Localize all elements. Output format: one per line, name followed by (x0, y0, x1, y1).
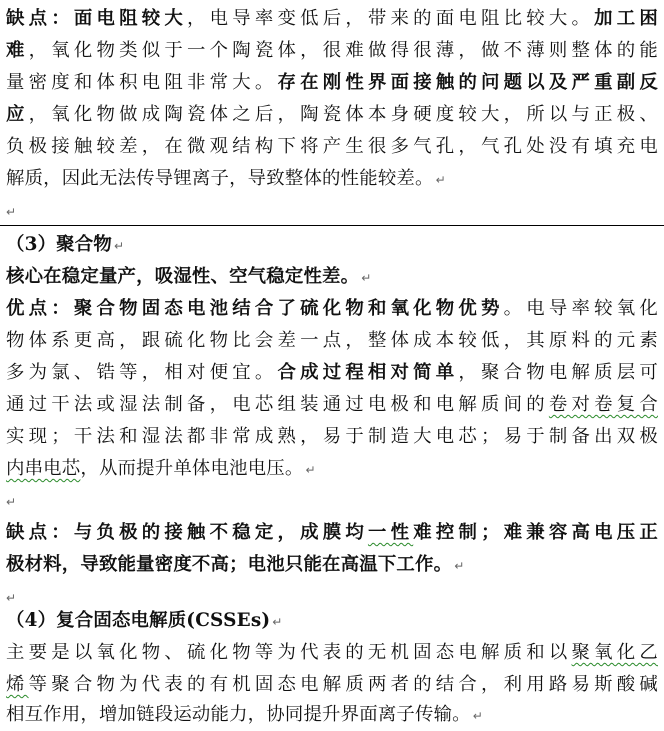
text-line-11 (6, 421, 658, 453)
text-run: 负极接触较差，在微观结构下将产生很多气孔，气孔处没有填充电 (6, 136, 658, 157)
empty-line (6, 485, 658, 517)
spellcheck-run: 一性 (367, 522, 414, 543)
text-line-1 (6, 3, 658, 35)
spellcheck-run: 卷对卷复合 (548, 394, 658, 415)
text-line-5 (6, 131, 658, 163)
text-line-16 (6, 669, 658, 701)
text-line-13 (6, 517, 658, 549)
paragraph-mark-icon: ↵ (6, 591, 17, 605)
text-line-12 (6, 453, 658, 485)
text-run: ，电导率变低后，带来的面电阻比较大。 (186, 8, 595, 29)
heading-text: （4）复合固态电解质(CSSEs) (6, 610, 271, 631)
text-run: ，聚合物电解质层可 (458, 362, 658, 383)
text-line-10 (6, 389, 658, 421)
empty-line (6, 195, 658, 227)
text-line-8 (6, 325, 658, 357)
bold-run: 合成过程相对简单 (277, 362, 459, 383)
text-run: 物体系更高，跟硫化物比会差一点，整体成本较低，其原料的元素 (6, 330, 658, 351)
section-3-heading (6, 229, 658, 261)
text-run: 主要是以氧化物、硫化物等为代表的无机固态电解质和以 (6, 642, 572, 663)
text-line-2 (6, 35, 658, 67)
paragraph-mark-icon: ↵ (454, 559, 465, 573)
spellcheck-run: 聚氧化乙 (571, 642, 658, 663)
paragraph-mark-icon: ↵ (113, 239, 125, 253)
text-run: 等聚合物为代表的有机固态电解质两者的结合，利用路易斯酸碱 (28, 674, 658, 695)
bold-run: 缺点：面电阻较大 (6, 8, 187, 29)
text-run: 通过干法或湿法制备，电芯组装通过电极和电解质间的 (6, 394, 549, 415)
spellcheck-run: 烯 (6, 674, 29, 695)
text-run: 实现；干法和湿法都非常成熟，易于制造大电芯；易于制备出双极 (6, 426, 658, 447)
text-line-9 (6, 357, 658, 389)
text-line-7 (6, 293, 658, 325)
paragraph-mark-icon: ↵ (6, 205, 17, 219)
text-run: ，氧化物类似于一个陶瓷体，很难做得很薄，做不薄则整体的能 (28, 40, 658, 61)
bold-run: 优点：聚合物固态电池结合了硫化物和氧化物优势 (6, 298, 504, 319)
divider (0, 225, 664, 226)
bold-run: 应 (6, 104, 29, 125)
spellcheck-run: 内串电芯 (6, 458, 81, 479)
text-run: 。电导率较氧化 (503, 298, 658, 319)
bold-run: 存在刚性界面接触的问题以及严重副反 (277, 72, 658, 93)
paragraph-mark-icon: ↵ (305, 463, 316, 477)
paragraph-mark-icon: ↵ (472, 709, 483, 723)
paragraph-mark-icon: ↵ (435, 173, 446, 187)
text-line-15 (6, 637, 658, 669)
paragraph-mark-icon: ↵ (272, 615, 283, 629)
text-line-17 (6, 699, 658, 731)
bold-run: 极材料，导致能量密度不高；电池只能在高温下工作。 (6, 554, 453, 575)
text-line-3 (6, 67, 658, 99)
text-run: 相互作用，增加链段运动能力，协同提升界面离子传输。 (6, 704, 471, 725)
text-line-14 (6, 549, 658, 581)
text-line-6 (6, 163, 658, 195)
text-run: ，氧化物做成陶瓷体之后，陶瓷体本身硬度较大，所以与正极、 (28, 104, 658, 125)
bold-run: 核心在稳定量产，吸湿性、空气稳定性差。 (6, 266, 360, 287)
bold-run: 难控制；难兼容高电压正 (413, 522, 658, 543)
text-run: ，从而提升单体电池电压。 (80, 458, 304, 479)
text-run: 解质，因此无法传导锂离子，导致整体的性能较差。 (6, 168, 434, 189)
text-run: 量密度和体积电阻非常大。 (6, 72, 278, 93)
bold-run: 加工困 (594, 8, 658, 29)
bold-run: 难 (6, 40, 29, 61)
core-line (6, 261, 658, 293)
heading-text: （3）聚合物 (6, 234, 112, 255)
text-run: 多为氯、锆等，相对便宜。 (6, 362, 278, 383)
section-4-heading (6, 605, 658, 637)
bold-run: 缺点：与负极的接触不稳定，成膜均 (6, 522, 368, 543)
paragraph-mark-icon: ↵ (361, 271, 372, 285)
paragraph-mark-icon: ↵ (6, 495, 17, 509)
text-line-4 (6, 99, 658, 131)
